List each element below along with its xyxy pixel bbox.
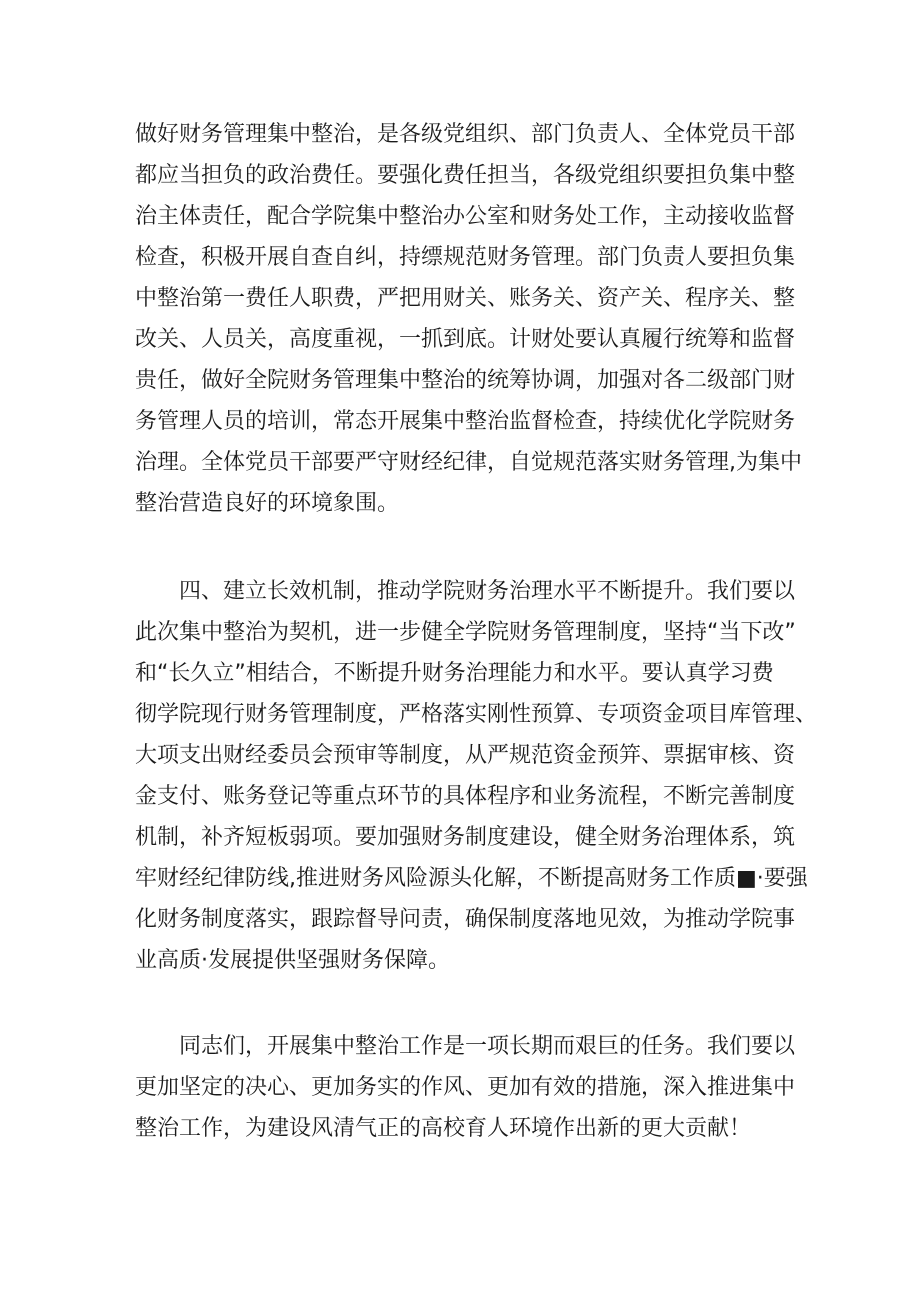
text-line: 业高质·发展提供坚强财务保障。 [135, 948, 450, 973]
text-line: 贵任，做好全院财务管理集中整治的统筹协调，加强对各二级部门财 [135, 368, 796, 393]
text-line: 治主体责任，配合学院集中整治办公室和财务处工作，主动接收监督 [135, 204, 796, 229]
text-line: 检查，积极开展自查自纠，持缥规范财务管理。部门负责人要担负集 [135, 245, 796, 270]
text-line: 金支付、账务登记等重点环节的具体程序和业务流程，不断完善制度 [135, 784, 796, 809]
text-line: 都应当担负的政治费任。要强化费任担当，各级党组织要担负集中整 [135, 163, 796, 188]
text-line: 整治工作，为建设风清气正的高校育人环境作出新的更大贡献！ [135, 1116, 752, 1141]
paragraph-long-term-mechanism [135, 571, 818, 981]
text-line: 大项支出财经委员会预审等制度，从严规范资金预笄、票据审核、资 [135, 743, 796, 768]
text-line: 整治营造良好的环境象围。 [135, 491, 400, 516]
text-line: 治理。全体党员干部要严守财经纪律，自觉规范落实财务管理,为集中 [135, 450, 802, 475]
text-line: 务管理人员的培训，常态开展集中整治监督检查，持续优化学院财务 [135, 409, 796, 434]
text-line: 四、建立长效机制，推动学院财务治理水平不断提升。我们要以 [135, 579, 796, 604]
text-line: 做好财务管理集中整治，是各级党组织、部门负责人、全体党员干部 [135, 122, 796, 147]
text-line: 同志们，开展集中整治工作是一项长期而艰巨的任务。我们要以 [135, 1034, 796, 1059]
paragraph-responsibility [135, 114, 802, 524]
paragraph-closing [135, 1026, 795, 1149]
text-line: 改关、人员关，高度重视，一抓到底。计财处要认真履行统筹和监督 [135, 327, 796, 352]
text-line: 此次集中整治为契机，进一步健全学院财务管理制度，坚持“当下改” [135, 620, 796, 645]
text-line: 牢财经纪律防线,推进财务风险源头化解，不断提高财务工作质■·要强 [135, 866, 808, 891]
text-line: 彻学院现行财务管理制度，严格落实刚性预算、专项资金项目库管理、 [135, 702, 818, 727]
text-line: 化财务制度落实，跟踪督导问责，确保制度落地见效，为推动学院事 [135, 907, 796, 932]
text-line: 中整治第一费任人职费，严把用财关、账务关、资产关、程序关、整 [135, 286, 796, 311]
text-line: 机制，补齐短板弱项。要加强财务制度建设，健全财务治理体系，筑 [135, 825, 796, 850]
text-line: 和“长久立”相结合，不断提升财务治理能力和水平。要认真学习费 [135, 661, 774, 686]
text-line: 更加坚定的决心、更加务实的作风、更加有效的措施，深入推进集中 [135, 1075, 796, 1100]
